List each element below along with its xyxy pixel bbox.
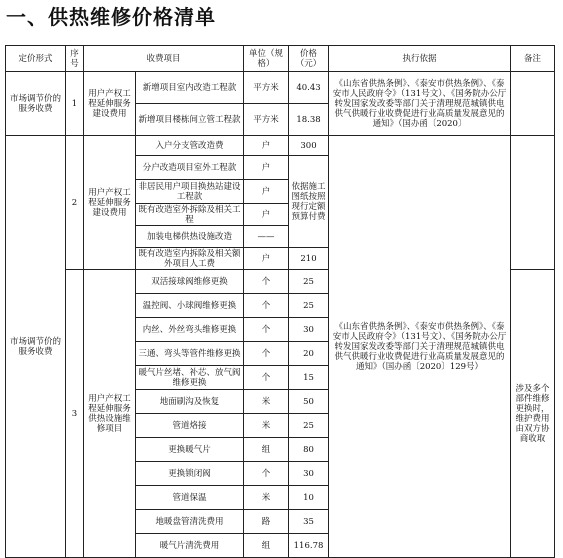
unit-cell: 组 xyxy=(244,534,289,558)
price-cell: 210 xyxy=(289,248,329,270)
item-cell: 暖气片丝堵、补芯、放气阀维修更换 xyxy=(136,366,244,390)
price-cell: 300 xyxy=(289,136,329,156)
price-cell: 35 xyxy=(289,510,329,534)
price-cell: 116.78 xyxy=(289,534,329,558)
unit-cell: 组 xyxy=(244,438,289,462)
item-cell: 管道保温 xyxy=(136,486,244,510)
unit-cell: 个 xyxy=(244,318,289,342)
price-cell: 80 xyxy=(289,438,329,462)
seq-cell: 2 xyxy=(66,136,84,270)
item-cell: 暖气片清洗费用 xyxy=(136,534,244,558)
item-cell: 管道烙接 xyxy=(136,414,244,438)
item-cell: 非居民用户项目换热站建设工程款 xyxy=(136,180,244,204)
unit-cell: 户 xyxy=(244,136,289,156)
header-row xyxy=(6,46,555,72)
item-cell: 地暖盘管清洗费用 xyxy=(136,510,244,534)
unit-cell: 户 xyxy=(244,180,289,204)
header-fee-item: 收费项目 xyxy=(84,46,244,72)
price-table xyxy=(5,45,555,558)
unit-cell: 平方米 xyxy=(244,72,289,104)
header-pricing-form: 定价形式 xyxy=(6,46,66,72)
unit-cell: 户 xyxy=(244,204,289,226)
table-row xyxy=(6,136,555,156)
unit-cell: 平方米 xyxy=(244,104,289,136)
unit-cell: 个 xyxy=(244,270,289,294)
price-cell: 18.38 xyxy=(289,104,329,136)
unit-cell: 户 xyxy=(244,156,289,180)
unit-cell: 户 xyxy=(244,248,289,270)
item-cell: 既有改造室内拆除及相关额外项目人工费 xyxy=(136,248,244,270)
price-cell: 25 xyxy=(289,294,329,318)
price-cell: 25 xyxy=(289,270,329,294)
unit-cell: 个 xyxy=(244,462,289,486)
header-unit: 单位（规格） xyxy=(244,46,289,72)
unit-cell: 路 xyxy=(244,510,289,534)
table-row xyxy=(6,72,555,104)
header-price: 价格（元） xyxy=(289,46,329,72)
header-seq: 序号 xyxy=(66,46,84,72)
item-cell: 入户分支管改造费 xyxy=(136,136,244,156)
price-cell: 10 xyxy=(289,486,329,510)
basis-cell: 《山东省供热条例》、《泰安市供热条例》、《泰安市人民政府令》（131号文）、《国务院办公厅转发国家发改委等部门关于清理规范城镇供电供气供暖行业收费促进行业高质量发展意见的通知》（国办函〔2020〕 xyxy=(329,72,511,136)
price-cell: 30 xyxy=(289,462,329,486)
category-cell: 用户产权工程延伸服务供热设施维修项目 xyxy=(84,270,136,558)
item-cell: 温控阀、小球阀维修更换 xyxy=(136,294,244,318)
unit-cell: —— xyxy=(244,226,289,248)
item-cell: 地面刷沟及恢复 xyxy=(136,390,244,414)
unit-cell: 个 xyxy=(244,294,289,318)
unit-cell: 米 xyxy=(244,390,289,414)
unit-cell: 米 xyxy=(244,486,289,510)
page-title: 一、供热维修价格清单 xyxy=(6,5,216,29)
price-cell: 50 xyxy=(289,390,329,414)
price-note-cell: 依据施工图纸按照现行定额预算付费 xyxy=(289,156,329,248)
item-cell: 三通、弯头等管件维修更换 xyxy=(136,342,244,366)
item-cell: 更换暖气片 xyxy=(136,438,244,462)
item-cell: 双活接球阀维修更换 xyxy=(136,270,244,294)
seq-cell: 3 xyxy=(66,270,84,558)
price-cell: 30 xyxy=(289,318,329,342)
remarks-cell xyxy=(511,72,555,136)
item-cell: 新增项目楼栋间立管工程款 xyxy=(136,104,244,136)
pricing-form-cell: 市场调节价的服务收费 xyxy=(6,72,66,136)
unit-cell: 个 xyxy=(244,366,289,390)
category-cell: 用户产权工程延伸服务建设费用 xyxy=(84,136,136,270)
item-cell: 分户改造项目室外工程款 xyxy=(136,156,244,180)
remarks-cell xyxy=(511,136,555,270)
price-cell: 15 xyxy=(289,366,329,390)
header-basis: 执行依据 xyxy=(329,46,511,72)
item-cell: 既有改造室外拆除及相关工程 xyxy=(136,204,244,226)
basis-cell: 《山东省供热条例》、《泰安市供热条例》、《泰安市人民政府令》（131号文）、《国务院办公厅转发国家发改委等部门关于清理规范城镇供电供气供暖行业收费促进行业高质量发展意见的通知》（国办函〔2020〕129号） xyxy=(329,136,511,558)
price-cell: 25 xyxy=(289,414,329,438)
category-cell: 用户产权工程延伸服务建设费用 xyxy=(84,72,136,136)
seq-cell: 1 xyxy=(66,72,84,136)
header-remarks: 备注 xyxy=(511,46,555,72)
price-cell: 20 xyxy=(289,342,329,366)
item-cell: 内丝、外丝弯头维修更换 xyxy=(136,318,244,342)
unit-cell: 米 xyxy=(244,414,289,438)
pricing-form-cell: 市场调节价的服务收费 xyxy=(6,136,66,558)
unit-cell: 个 xyxy=(244,342,289,366)
item-cell: 更换锁闭阀 xyxy=(136,462,244,486)
item-cell: 加装电梯供热设施改造 xyxy=(136,226,244,248)
remarks-cell: 涉及多个部件维修更换时，维护费用由双方协商收取 xyxy=(511,270,555,558)
price-cell: 40.43 xyxy=(289,72,329,104)
item-cell: 新增项目室内改造工程款 xyxy=(136,72,244,104)
